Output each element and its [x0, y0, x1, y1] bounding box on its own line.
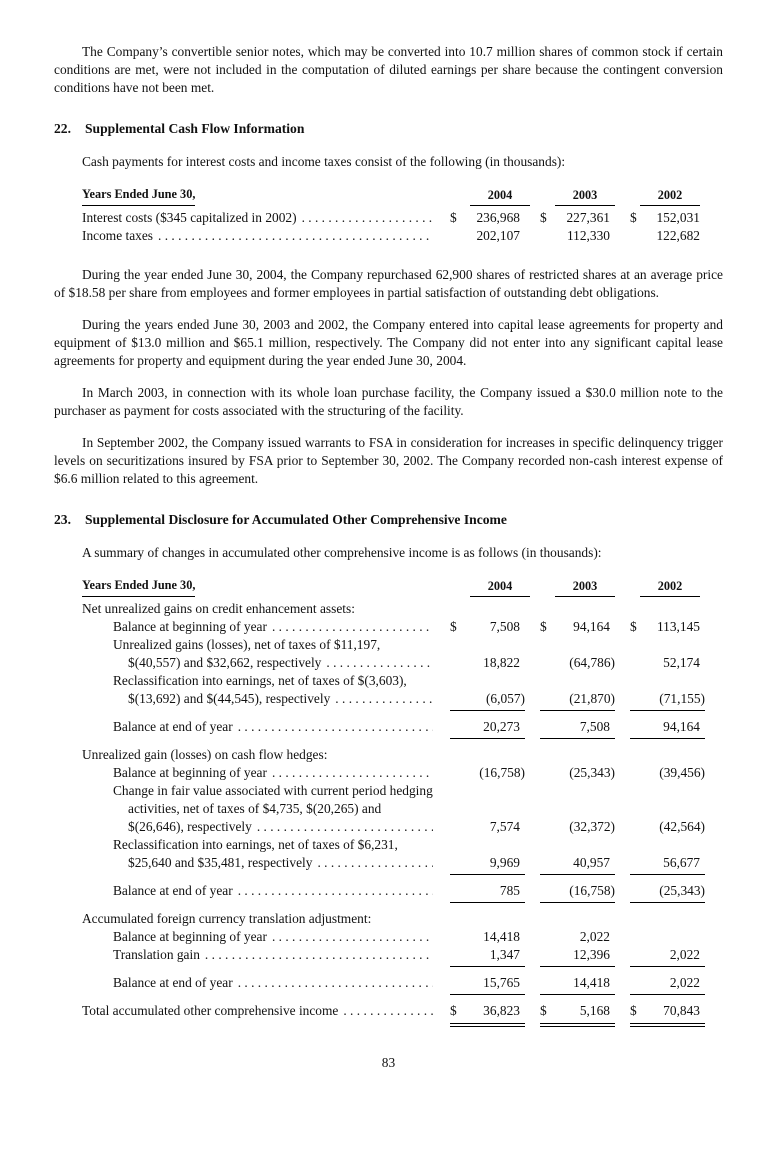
currency-symbol: $ — [540, 619, 547, 634]
paragraph-fsa-warrants: In September 2002, the Company issued warrants to FSA in consideration for increases in specific delinquency trigger levels on securitizations insured by FSA prior to September 30, 2002. The Company recorded non-cash interest expense of $6.6 million related to this agreement. — [54, 435, 723, 486]
row-label-cell — [82, 782, 705, 800]
row-label: Balance at end of year — [113, 975, 233, 990]
dot-leader — [317, 854, 433, 872]
table-row — [82, 882, 705, 903]
currency-symbol: $ — [450, 619, 457, 634]
row-label-cell — [82, 1002, 435, 1020]
amount-cell — [450, 227, 525, 245]
dot-leader — [326, 654, 433, 672]
table-row — [82, 636, 705, 654]
amount-value: 12,396 — [573, 947, 610, 962]
amount-cell — [630, 946, 705, 967]
table-row — [82, 928, 705, 946]
amount-cell — [630, 227, 705, 245]
amount-value: (64,786) — [569, 655, 615, 670]
row-label-cell — [82, 882, 435, 900]
row-label: Interest costs ($345 capitalized in 2002) — [82, 210, 297, 225]
paragraph-whole-loan-note: In March 2003, in connection with its whole loan purchase facility, the Company issued a $30.0 million note to the purchaser as payment for costs associated with the structuring of the facility. — [54, 385, 723, 418]
amount-cell — [630, 764, 705, 782]
table-row — [82, 946, 705, 967]
row-label-cell — [82, 928, 435, 946]
amount-value: 2,022 — [579, 929, 610, 944]
amount-cell — [630, 854, 705, 875]
row-label-cell — [82, 800, 705, 818]
amount-value: 15,765 — [483, 975, 520, 990]
amount-cell — [540, 882, 615, 903]
amount-cell — [540, 718, 615, 739]
amount-cell — [450, 764, 525, 782]
amount-value: 122,682 — [656, 228, 700, 243]
amount-cell — [450, 690, 525, 711]
row-label: activities, net of taxes of $4,735, $(20,265) and — [128, 801, 382, 816]
amount-cell — [450, 618, 525, 636]
year-label: 2004 — [470, 577, 530, 597]
amount-cell — [450, 974, 525, 995]
row-label: Unrealized gains (losses), net of taxes of $11,197, — [113, 637, 381, 652]
section-23-number: 23. — [54, 512, 71, 527]
row-label-cell — [82, 618, 435, 636]
amount-cell — [450, 718, 525, 739]
amount-value: 5,168 — [579, 1003, 610, 1018]
amount-value: 94,164 — [663, 719, 700, 734]
table-row — [82, 618, 705, 636]
amount-value: 56,677 — [663, 855, 700, 870]
row-label-cell — [82, 636, 705, 654]
row-label: Accumulated foreign currency translation adjustment: — [82, 911, 372, 926]
table-row — [82, 654, 705, 672]
amount-cell — [450, 882, 525, 903]
section-22-intro: Cash payments for interest costs and income taxes consist of the following (in thousands): — [82, 154, 566, 169]
amount-cell — [540, 690, 615, 711]
amount-value: 70,843 — [663, 1003, 700, 1018]
row-label-cell — [82, 209, 435, 227]
table-row — [82, 209, 705, 227]
dot-leader — [205, 946, 433, 964]
year-column-header — [465, 186, 535, 206]
dot-leader — [238, 718, 433, 736]
table-row — [82, 854, 705, 875]
amount-cell — [450, 818, 525, 836]
year-label: 2002 — [640, 186, 700, 206]
section-22-number: 22. — [54, 121, 71, 136]
amount-cell — [630, 690, 705, 711]
year-column-header — [465, 577, 535, 597]
table-stub-header — [82, 576, 450, 597]
table-row — [82, 974, 705, 995]
amount-value: 202,107 — [476, 228, 520, 243]
amount-value: 14,418 — [483, 929, 520, 944]
currency-symbol: $ — [450, 210, 457, 225]
amount-cell — [630, 818, 705, 836]
amount-value: 113,145 — [656, 619, 700, 634]
year-label: 2003 — [555, 186, 615, 206]
dot-leader — [302, 209, 433, 227]
row-label-cell — [82, 600, 705, 618]
amount-value: (6,057) — [485, 691, 525, 706]
row-label: Balance at end of year — [113, 719, 233, 734]
dot-leader — [343, 1002, 433, 1020]
amount-value: 2,022 — [669, 975, 700, 990]
row-label-cell — [82, 690, 435, 708]
amount-value: 152,031 — [656, 210, 700, 225]
row-label-cell — [82, 718, 435, 736]
table-row — [82, 764, 705, 782]
table-row — [82, 782, 705, 800]
page-number: 83 — [381, 1055, 396, 1070]
table-row — [82, 800, 705, 818]
amount-value: 40,957 — [573, 855, 610, 870]
currency-symbol: $ — [540, 210, 547, 225]
year-label: 2002 — [640, 577, 700, 597]
dot-leader — [158, 227, 433, 245]
row-label-cell — [82, 854, 435, 872]
amount-value: 1,347 — [489, 947, 520, 962]
amount-value: 14,418 — [573, 975, 610, 990]
currency-symbol: $ — [630, 210, 637, 225]
paragraph-repurchase: During the year ended June 30, 2004, the Company repurchased 62,900 shares of restricted shares at an average price of $18.58 per share from employees and former employees in partial satisfaction of outstanding debt obligations. — [54, 267, 723, 300]
amount-value: 236,968 — [476, 210, 520, 225]
year-column-header — [550, 186, 620, 206]
paragraph-convertible-notes: The Company’s convertible senior notes, which may be converted into 10.7 million shares of common stock if certain conditions are met, were not included in the computation of diluted earnings per share because the contingent conversion conditions have not been met. — [54, 44, 723, 95]
row-label-cell — [82, 227, 435, 245]
row-label: Balance at end of year — [113, 883, 233, 898]
amount-value: 112,330 — [566, 228, 610, 243]
table-row — [82, 672, 705, 690]
row-label: $(26,646), respectively — [128, 819, 252, 834]
section-22-title: Supplemental Cash Flow Information — [85, 121, 305, 136]
table-row — [82, 600, 705, 618]
dot-leader — [257, 818, 433, 836]
amount-cell — [540, 209, 615, 227]
amount-cell — [630, 974, 705, 995]
section-23-intro: A summary of changes in accumulated other comprehensive income is as follows (in thousands): — [82, 545, 602, 560]
comprehensive-income-table — [82, 576, 705, 1027]
amount-value: (71,155) — [659, 691, 705, 706]
amount-value: 227,361 — [566, 210, 610, 225]
amount-value: 36,823 — [483, 1003, 520, 1018]
row-label-cell — [82, 818, 435, 836]
row-label: Change in fair value associated with current period hedging — [113, 783, 433, 798]
dot-leader — [335, 690, 433, 708]
amount-cell — [450, 928, 525, 946]
row-label-cell — [82, 836, 705, 854]
table-row — [82, 1002, 705, 1027]
amount-cell — [450, 209, 525, 227]
row-label: Unrealized gain (losses) on cash flow hedges: — [82, 747, 328, 762]
dot-leader — [238, 974, 433, 992]
row-label: Balance at beginning of year — [113, 619, 267, 634]
year-column-header — [635, 577, 705, 597]
cash-flow-table — [82, 185, 705, 245]
amount-cell — [630, 1002, 705, 1027]
amount-value: (25,343) — [659, 883, 705, 898]
amount-cell — [450, 654, 525, 672]
amount-cell — [540, 854, 615, 875]
row-label-cell — [82, 764, 435, 782]
row-label-cell — [82, 974, 435, 992]
row-label: Balance at beginning of year — [113, 765, 267, 780]
amount-cell — [540, 227, 615, 245]
table-row — [82, 818, 705, 836]
year-column-header — [550, 577, 620, 597]
table-header-row — [82, 576, 705, 597]
amount-value: (39,456) — [659, 765, 705, 780]
table-row — [82, 836, 705, 854]
section-22-heading — [54, 120, 723, 138]
amount-cell — [540, 928, 615, 946]
row-label: Reclassification into earnings, net of taxes of $(3,603), — [113, 673, 407, 688]
amount-cell — [630, 882, 705, 903]
amount-value: 18,822 — [483, 655, 520, 670]
row-label: Translation gain — [113, 947, 200, 962]
amount-value: (16,758) — [479, 765, 525, 780]
amount-cell — [540, 654, 615, 672]
currency-symbol: $ — [450, 1003, 457, 1018]
dot-leader — [272, 928, 433, 946]
amount-value: (21,870) — [569, 691, 615, 706]
amount-value: (16,758) — [569, 883, 615, 898]
row-label-cell — [82, 910, 705, 928]
year-label: 2004 — [470, 186, 530, 206]
table-stub-header — [82, 185, 450, 206]
amount-cell — [450, 854, 525, 875]
row-label: $(40,557) and $32,662, respectively — [128, 655, 322, 670]
amount-cell — [630, 209, 705, 227]
section-23-title: Supplemental Disclosure for Accumulated Other Comprehensive Income — [85, 512, 507, 527]
year-column-header — [635, 186, 705, 206]
table-header-row — [82, 185, 705, 206]
amount-value: 7,508 — [579, 719, 610, 734]
dot-leader — [272, 764, 433, 782]
row-label: Income taxes — [82, 228, 154, 243]
table-row — [82, 910, 705, 928]
amount-value: (25,343) — [569, 765, 615, 780]
dot-leader — [272, 618, 433, 636]
amount-cell — [450, 1002, 525, 1027]
amount-value: 2,022 — [669, 947, 700, 962]
row-label-cell — [82, 746, 705, 764]
amount-value: 52,174 — [663, 655, 700, 670]
amount-cell — [630, 618, 705, 636]
currency-symbol: $ — [630, 619, 637, 634]
amount-value: 7,574 — [489, 819, 520, 834]
paragraph-capital-leases: During the years ended June 30, 2003 and 2002, the Company entered into capital lease agreements for property and equipment of $13.0 million and $65.1 million, respectively. The Company did not enter into any significant capital lease agreements for property and equipment during the year ended June 30, 2004. — [54, 317, 723, 368]
amount-cell — [630, 718, 705, 739]
currency-symbol: $ — [540, 1003, 547, 1018]
amount-value: 20,273 — [483, 719, 520, 734]
section-23-heading — [54, 511, 723, 529]
stub-header-label: Years Ended June 30, — [82, 185, 195, 206]
table-row — [82, 718, 705, 739]
row-label: Reclassification into earnings, net of taxes of $6,231, — [113, 837, 398, 852]
row-label: $25,640 and $35,481, respectively — [128, 855, 313, 870]
row-label-cell — [82, 946, 435, 964]
amount-cell — [540, 764, 615, 782]
row-label: $(13,692) and $(44,545), respectively — [128, 691, 331, 706]
amount-cell — [450, 946, 525, 967]
row-label: Total accumulated other comprehensive income — [82, 1003, 339, 1018]
amount-value: 7,508 — [489, 619, 520, 634]
currency-symbol: $ — [630, 1003, 637, 1018]
row-label: Balance at beginning of year — [113, 929, 267, 944]
row-label-cell — [82, 654, 435, 672]
amount-cell — [540, 818, 615, 836]
amount-value: (32,372) — [569, 819, 615, 834]
table-row — [82, 690, 705, 711]
amount-value: (42,564) — [659, 819, 705, 834]
dot-leader — [238, 882, 433, 900]
amount-cell — [540, 618, 615, 636]
amount-value: 785 — [499, 883, 520, 898]
row-label: Net unrealized gains on credit enhancement assets: — [82, 601, 355, 616]
amount-cell — [540, 1002, 615, 1027]
amount-cell — [540, 974, 615, 995]
table-row — [82, 746, 705, 764]
stub-header-label: Years Ended June 30, — [82, 576, 195, 597]
table-row — [82, 227, 705, 245]
year-label: 2003 — [555, 577, 615, 597]
amount-value: 9,969 — [489, 855, 520, 870]
row-label-cell — [82, 672, 705, 690]
amount-value: 94,164 — [573, 619, 610, 634]
amount-cell — [630, 654, 705, 672]
amount-cell — [540, 946, 615, 967]
